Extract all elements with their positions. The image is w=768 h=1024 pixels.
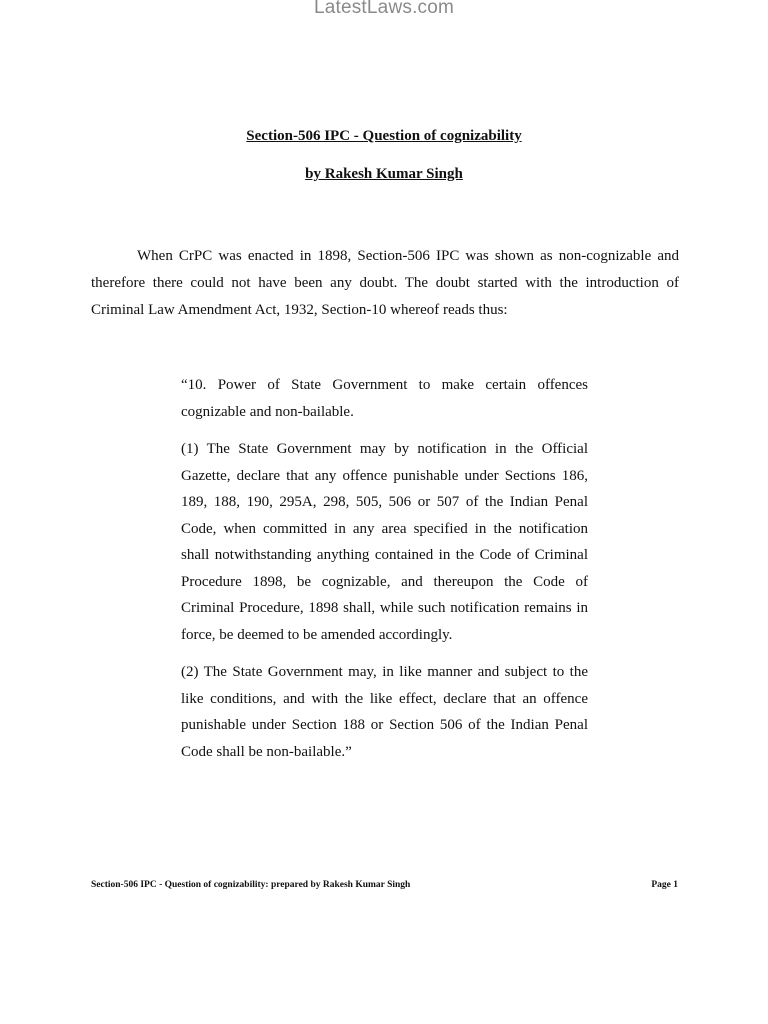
quote-clause-2: (2) The State Government may, in like manner and subject to the like conditions, and with the like effect, declare that an offence punishable under Section 188 or Section 506 of the Indian Penal Code shall be non-bailable.”: [181, 664, 588, 760]
document-author: by Rakesh Kumar Singh: [305, 166, 463, 182]
footer-page-number: Page 1: [651, 880, 678, 890]
quote-heading: “10. Power of State Government to make certain offences cognizable and non-bailable.: [181, 377, 588, 420]
quote-clause-1: (1) The State Government may by notification in the Official Gazette, declare that any offence punishable under Sections 186, 189, 188, 190, 295A, 298, 505, 506 or 507 of the Indian Penal Code, when committed in any area specified in the notification shall notwithstanding anything contained in the Code of Criminal Procedure 1898, be cognizable, and thereupon the Code of Criminal Procedure, 1898 shall, while such notification remains in force, be deemed to be amended accordingly.: [181, 441, 588, 643]
footer-document-info: Section-506 IPC - Question of cognizability: prepared by Rakesh Kumar Singh: [91, 880, 411, 890]
watermark-logo-text: LatestLaws.com: [313, 0, 455, 18]
intro-paragraph: When CrPC was enacted in 1898, Section-506 IPC was shown as non-cognizable and therefore there could not have been any doubt. The doubt started with the introduction of Criminal Law Amendment Act, 1932, Section-10 whereof reads thus:: [91, 248, 679, 318]
quoted-section-block: [181, 372, 588, 776]
document-title: Section-506 IPC - Question of cognizability: [246, 128, 522, 144]
